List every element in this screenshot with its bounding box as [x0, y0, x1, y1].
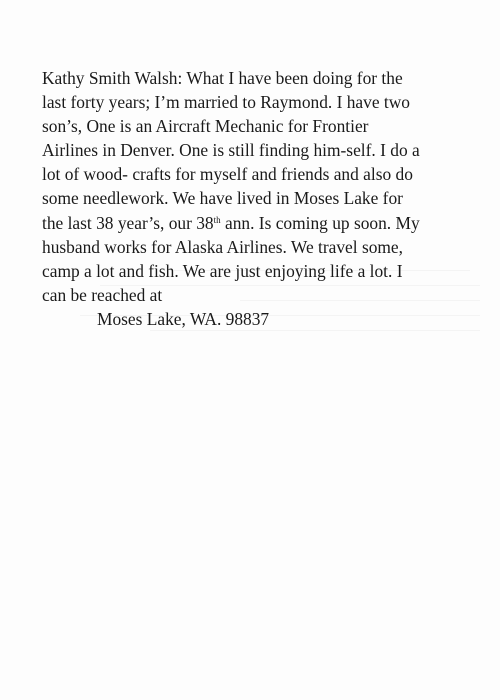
text-line: husband works for Alaska Airlines. We travel some, — [42, 236, 403, 257]
text-line: some needlework. We have lived in Moses Lake for — [42, 188, 403, 209]
text-line — [42, 211, 462, 235]
text-fragment: ann. Is coming up soon. My — [220, 212, 420, 233]
text-line: last forty years; I’m married to Raymond. I have two — [42, 92, 410, 113]
text-line: Airlines in Denver. One is still finding him-self. I do a — [42, 140, 420, 161]
text-line: son’s, One is an Aircraft Mechanic for Frontier — [42, 116, 369, 137]
address-line: Moses Lake, WA. 98837 — [97, 308, 270, 329]
text-line: lot of wood- crafts for myself and friends and also do — [42, 164, 413, 185]
text-line: camp a lot and fish. We are just enjoying life a lot. I — [42, 260, 403, 281]
letter-body — [42, 66, 462, 331]
text-line: can be reached at — [42, 284, 163, 305]
text-fragment: the last 38 year’s, our 38 — [42, 212, 214, 233]
ordinal-suffix: th — [213, 214, 221, 225]
text-line: Kathy Smith Walsh: What I have been doing for the — [42, 68, 403, 88]
